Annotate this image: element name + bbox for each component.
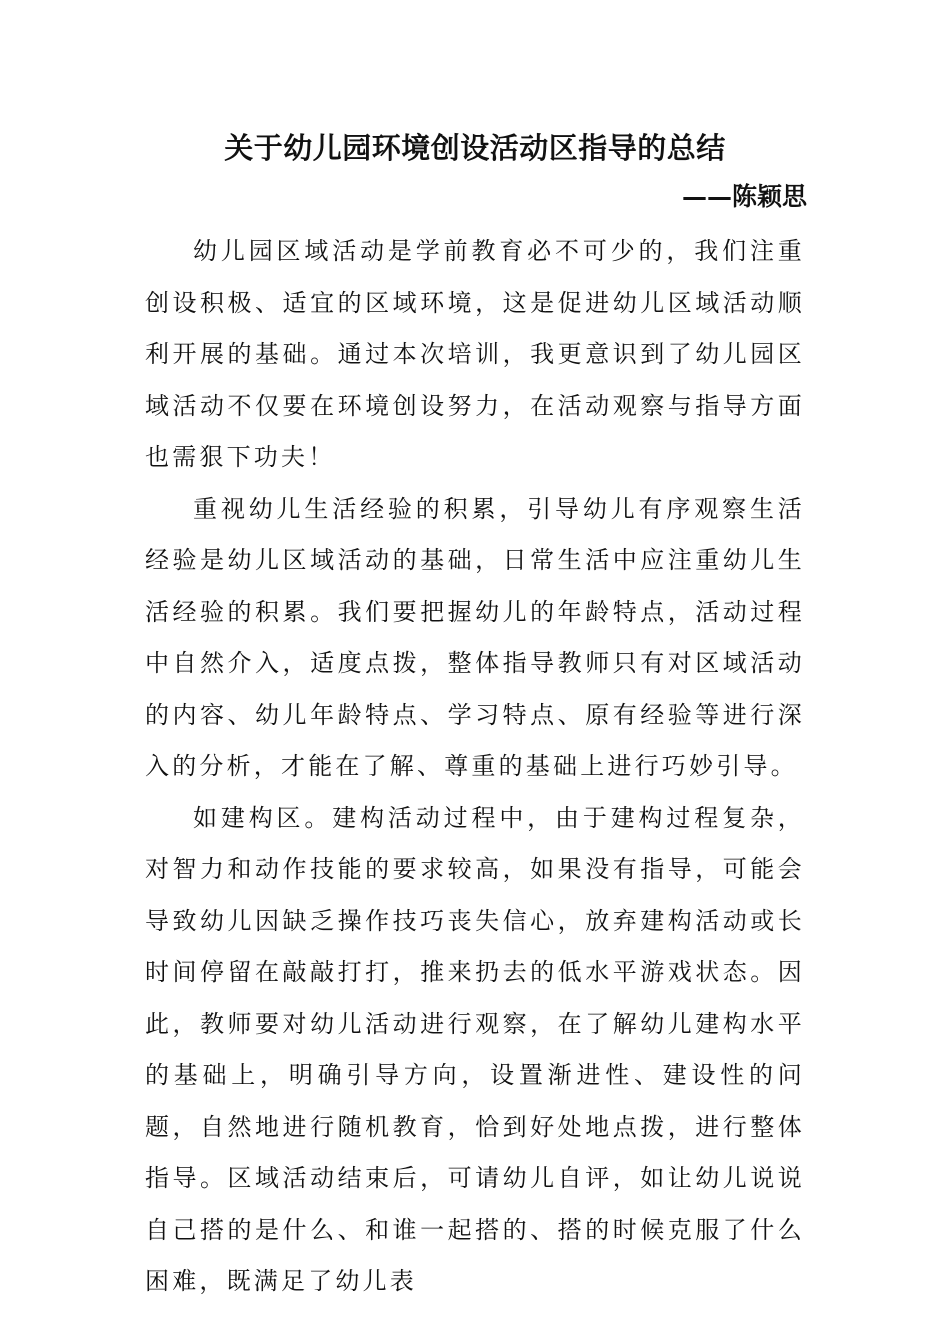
document-title: 关于幼儿园环境创设活动区指导的总结 — [224, 131, 726, 165]
document-author: ——陈颖思 — [681, 182, 807, 211]
paragraph: 重视幼儿生活经验的积累，引导幼儿有序观察生活经验是幼儿区域活动的基础，日常生活中应注重幼儿生活经验的积累。我们要把握幼儿的年龄特点，活动过程中自然介入，适度点拨，整体指导教师只有对区域活动的内容、幼儿年龄特点、学习特点、原有经验等进行深入的分析，才能在了解、尊重的基础上进行巧妙引导。 — [145, 494, 805, 780]
paragraph: 如建构区。建构活动过程中，由于建构过程复杂，对智力和动作技能的要求较高，如果没有指导，可能会导致幼儿因缺乏操作技巧丧失信心，放弃建构活动或长时间停留在敲敲打打，推来扔去的低水平游戏状态。因此，教师要对幼儿活动进行观察，在了解幼儿建构水平的基础上，明确引导方向，设置渐进性、建设性的问题，自然地进行随机教育，恰到好处地点拨，进行整体指导。区域活动结束后，可请幼儿自评，如让幼儿说说自己搭的是什么、和谁一起搭的、搭的时候克服了什么困难，既满足了幼儿表 — [145, 803, 805, 1295]
document-body — [145, 226, 805, 1308]
paragraph: 幼儿园区域活动是学前教育必不可少的，我们注重创设积极、适宜的区域环境，这是促进幼儿区域活动顺利开展的基础。通过本次培训，我更意识到了幼儿园区域活动不仅要在环境创设努力，在活动观察与指导方面也需狠下功夫！ — [145, 237, 805, 471]
